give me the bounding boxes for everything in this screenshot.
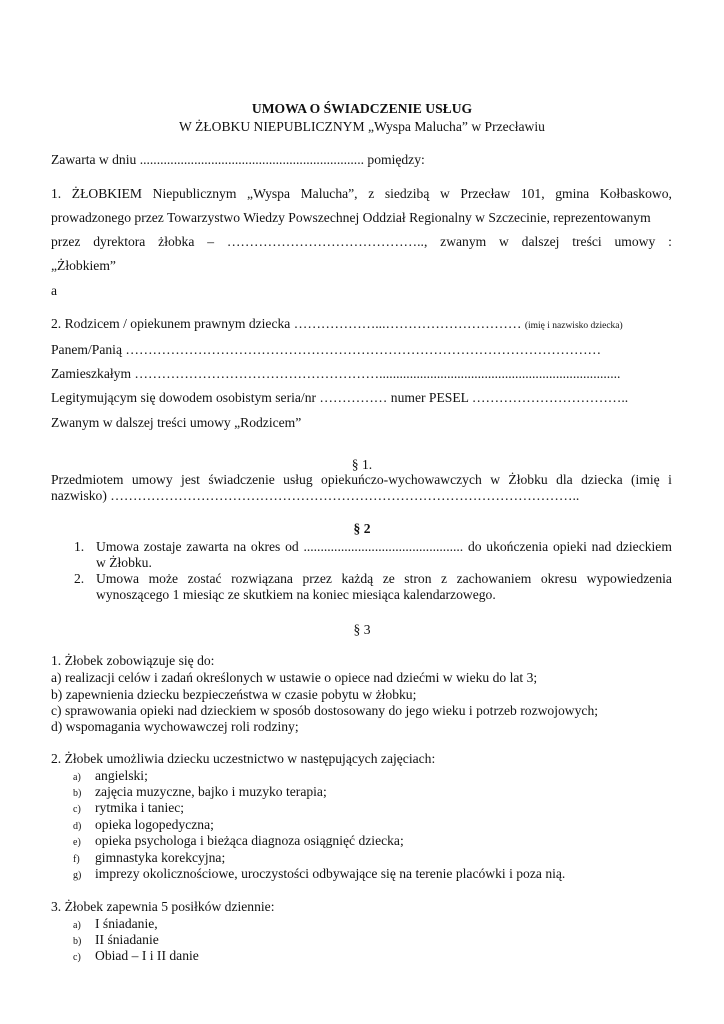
section-2-item-2-line-2: wynoszącego 1 miesiąc ze skutkiem na koniec miesiąca kalendarzowego.	[96, 587, 496, 602]
list-item: d) wspomagania wychowawczej roli rodziny;	[51, 719, 299, 734]
list-item: d) opieka logopedyczna;	[73, 817, 214, 832]
party1-line-4: „Żłobkiem”	[51, 258, 116, 273]
section-1-line-1: Przedmiotem umowy jest świadczenie usług opiekuńczo-wychowawczych w Żłobku dla dziecka (imię i	[51, 472, 672, 487]
list-item: e) opieka psychologa i bieżąca diagnoza osiągnięć dziecka;	[73, 833, 404, 848]
party-conjunction: a	[51, 283, 58, 298]
list-item: c) rytmika i taniec;	[73, 800, 185, 815]
address-line: Zamieszkałym ……………………………………………….......................................................................	[51, 366, 621, 381]
party1-line-2: prowadzonego przez Towarzystwo Wiedzy Powszechnej Oddział Regionalny w Szczecinie, reprezentowanym	[51, 210, 651, 225]
parent-designation-line: Zwanym w dalszej treści umowy „Rodzicem”	[51, 415, 302, 430]
section-3-heading: § 3	[353, 622, 371, 637]
section-2-heading: § 2	[353, 521, 371, 536]
section-2-item-2-line-1: Umowa może zostać rozwiązana przez każdą ze stron z zachowaniem okresu wypowiedzenia	[96, 571, 672, 586]
section-2-item-1-line-1: Umowa zostaje zawarta na okres od ............................................... do ukończenia opieki nad dzieckiem	[96, 539, 672, 554]
section-2-item-1-number: 1.	[74, 539, 85, 554]
list-item: a) realizacji celów i zadań określonych w ustawie o opiece nad dziećmi w wieku do lat 3;	[51, 670, 538, 685]
party2-line-1: 2. Rodzicem / opiekunem prawnym dziecka ………………...………………………… (imię i nazwisko dziecka)	[51, 316, 623, 331]
party1-line-3: przez dyrektora żłobka – …………………………………….., zwanym w dalszej treści umowy :	[51, 234, 672, 249]
list-item: g) imprezy okolicznościowe, uroczystości odbywające się na terenie placówki i poza nią.	[73, 866, 566, 881]
list-item: c) sprawowania opieki nad dzieckiem w sposób dostosowany do jego wieku i potrzeb rozwojowych;	[51, 703, 599, 718]
child-name-note: (imię i nazwisko dziecka)	[524, 321, 623, 331]
list-item: f) gimnastyka korekcyjna;	[73, 850, 226, 865]
section-1-line-2: nazwisko) …………………………………………………………………………………………..	[51, 488, 580, 503]
document-title: UMOWA O ŚWIADCZENIE USŁUG	[251, 101, 473, 116]
list-item: b) II śniadanie	[73, 932, 159, 947]
document-subtitle: W ŻŁOBKU NIEPUBLICZNYM „Wyspa Malucha” w Przecławiu	[179, 119, 545, 134]
list-item: b) zajęcia muzyczne, bajko i muzyko terapia;	[73, 784, 327, 799]
contract-date-line: Zawarta w dniu .................................................................. pomiędzy:	[51, 152, 425, 167]
list-item: c) Obiad – I i II danie	[73, 948, 199, 963]
party1-line-1: 1. ŻŁOBKIEM Niepublicznym „Wyspa Malucha”, z siedzibą w Przecław 101, gmina Kołbaskowo,	[51, 186, 672, 201]
list-item: a) I śniadanie,	[73, 916, 158, 931]
section-3-point-1-title: 1. Żłobek zobowiązuje się do:	[51, 653, 215, 668]
list-item: b) zapewnienia dziecku bezpieczeństwa w czasie pobytu w żłobku;	[51, 687, 417, 702]
id-pesel-line: Legitymującym się dowodem osobistym seria/nr …………… numer PESEL ……………………………..	[51, 390, 629, 405]
section-1-heading: § 1.	[351, 457, 373, 472]
parent-name-line: Panem/Panią ……………………………………………………………………………………………	[51, 342, 602, 357]
section-3-point-2-title: 2. Żłobek umożliwia dziecku uczestnictwo w następujących zajęciach:	[51, 751, 436, 766]
section-2-item-1-line-2: w Żłobku.	[96, 555, 152, 570]
section-3-point-3-title: 3. Żłobek zapewnia 5 posiłków dziennie:	[51, 899, 275, 914]
list-item: a) angielski;	[73, 768, 148, 783]
section-2-item-2-number: 2.	[74, 571, 85, 586]
